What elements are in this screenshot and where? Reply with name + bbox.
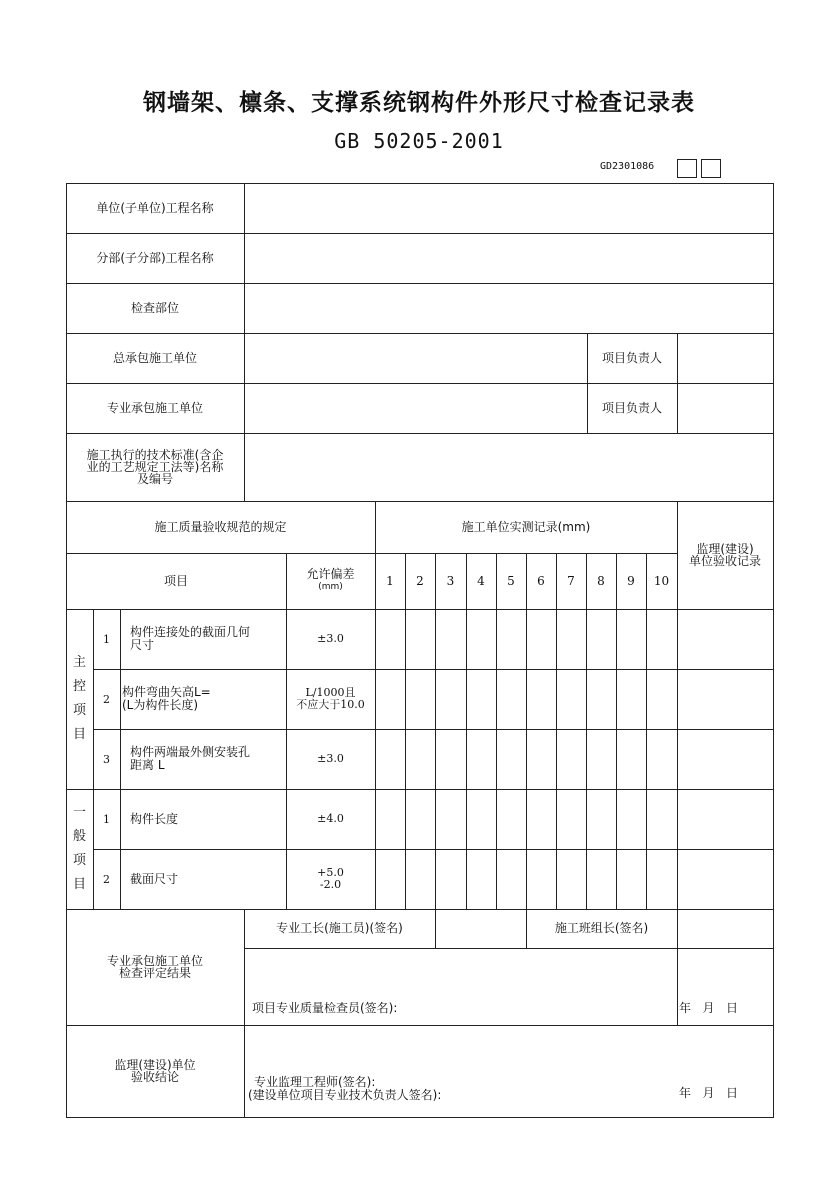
measurement-cell[interactable] xyxy=(526,789,556,849)
measurement-cell[interactable] xyxy=(646,849,677,909)
measurement-cell[interactable] xyxy=(496,669,526,729)
item-tolerance-tol2: -2.0 xyxy=(319,878,342,891)
value-general-contractor-manager[interactable] xyxy=(677,333,773,383)
date-year: 年 xyxy=(679,1086,692,1100)
grid-line-h xyxy=(66,1117,773,1118)
main-group-char: 项 xyxy=(72,703,86,718)
item-description xyxy=(120,849,286,909)
supervision-record-general[interactable] xyxy=(677,789,773,909)
measurement-cell[interactable] xyxy=(526,729,556,789)
team-leader-label: 施工班组长(签名) xyxy=(554,921,649,935)
measure-column-header: 10 xyxy=(653,573,670,588)
general-group-char: 项 xyxy=(72,853,86,868)
item-tolerance-tol1: ±3.0 xyxy=(317,632,344,645)
contractor-date[interactable] xyxy=(679,999,738,1016)
general-group-label xyxy=(66,789,93,909)
measurement-cell[interactable] xyxy=(466,669,496,729)
technical-standard-line2: 业的工艺规定工法等)名称 xyxy=(86,460,224,474)
contractor-result-line2: 检查评定结果 xyxy=(118,966,191,980)
measurement-cell[interactable] xyxy=(556,789,586,849)
measurement-cell[interactable] xyxy=(616,729,646,789)
general-group-char: 目 xyxy=(72,877,86,892)
owner-technical-lead-label: (建设单位项目专业技术负责人签名): xyxy=(248,1088,442,1102)
supervision-record-header xyxy=(677,501,773,609)
measurement-cell[interactable] xyxy=(646,609,677,669)
measurement-cell[interactable] xyxy=(616,849,646,909)
date-month: 月 xyxy=(702,1086,715,1100)
measurement-cell[interactable] xyxy=(496,789,526,849)
item-description-line1: 构件弯曲矢高L= xyxy=(122,685,211,699)
date-month: 月 xyxy=(702,1001,715,1015)
label-unit-project-name: 单位(子单位)工程名称 xyxy=(96,200,214,215)
measurement-cell[interactable] xyxy=(556,609,586,669)
measurement-cell[interactable] xyxy=(556,669,586,729)
label-inspection-location: 检查部位 xyxy=(130,300,179,315)
measurement-cell[interactable] xyxy=(405,729,435,789)
item-tolerance xyxy=(286,729,375,789)
measurement-cell[interactable] xyxy=(375,669,405,729)
measurement-cell[interactable] xyxy=(616,789,646,849)
general-group-char: 一 xyxy=(72,805,86,820)
supervision-conclusion-line1: 监理(建设)单位 xyxy=(114,1058,196,1072)
item-description-line2: (L为构件长度) xyxy=(122,698,199,712)
measurement-cell[interactable] xyxy=(405,789,435,849)
measurement-cell[interactable] xyxy=(466,729,496,789)
label-general-contractor-manager: 项目负责人 xyxy=(601,350,662,365)
measure-header: 施工单位实测记录(mm) xyxy=(461,519,591,534)
measure-column-header: 1 xyxy=(386,573,394,588)
measurement-cell[interactable] xyxy=(526,669,556,729)
measurement-cell[interactable] xyxy=(375,729,405,789)
form-title: 钢墙架、檩条、支撑系统钢构件外形尺寸检查记录表 xyxy=(143,90,695,116)
measurement-cell[interactable] xyxy=(586,609,616,669)
item-number: 1 xyxy=(103,812,110,826)
item-tolerance-tol1: ±3.0 xyxy=(317,752,344,765)
form-code: GD2301086 xyxy=(600,161,655,172)
team-leader-signature[interactable] xyxy=(677,909,773,948)
measurement-cell[interactable] xyxy=(586,669,616,729)
measurement-cell[interactable] xyxy=(556,729,586,789)
measurement-cell[interactable] xyxy=(496,729,526,789)
contractor-result-label xyxy=(66,909,244,1025)
measurement-cell[interactable] xyxy=(496,609,526,669)
measure-column-header: 4 xyxy=(477,573,485,588)
label-general-contractor: 总承包施工单位 xyxy=(112,350,197,365)
foreman-label: 专业工长(施工员)(签名) xyxy=(276,921,403,935)
measurement-cell[interactable] xyxy=(435,609,466,669)
measurement-cell[interactable] xyxy=(405,609,435,669)
supervision-header-line1: 监理(建设) xyxy=(696,542,754,556)
technical-standard-line1: 施工执行的技术标准(含企 xyxy=(86,448,224,462)
item-number: 2 xyxy=(103,872,110,886)
item-description-line2: 尺寸 xyxy=(130,638,155,652)
date-year: 年 xyxy=(679,1001,692,1015)
measurement-cell[interactable] xyxy=(616,609,646,669)
measurement-cell[interactable] xyxy=(466,789,496,849)
technical-standard-line3: 及编号 xyxy=(136,472,173,486)
item-tolerance xyxy=(286,669,375,729)
item-description xyxy=(120,789,286,849)
supervising-engineer-label: 专业监理工程师(签名): xyxy=(254,1075,376,1089)
main-group-char: 目 xyxy=(72,727,86,742)
label-specialty-contractor: 专业承包施工单位 xyxy=(106,400,203,415)
standard-code: GB 50205-2001 xyxy=(334,129,504,153)
measurement-cell[interactable] xyxy=(496,849,526,909)
measure-column-header: 3 xyxy=(446,573,455,588)
item-tolerance-tol1: +5.0 xyxy=(317,866,344,879)
measurement-cell[interactable] xyxy=(405,669,435,729)
measurement-cell[interactable] xyxy=(586,789,616,849)
item-number: 2 xyxy=(103,692,110,706)
item-description xyxy=(120,609,286,669)
value-specialty-contractor[interactable] xyxy=(244,383,587,433)
value-sub-project-name[interactable] xyxy=(244,233,773,283)
item-tolerance xyxy=(286,849,375,909)
value-general-contractor[interactable] xyxy=(244,333,587,383)
general-group-char: 般 xyxy=(72,829,86,844)
label-technical-standard xyxy=(66,433,244,501)
measurement-cell[interactable] xyxy=(435,789,466,849)
item-tolerance xyxy=(286,789,375,849)
measurement-cell[interactable] xyxy=(526,609,556,669)
item-header: 项目 xyxy=(163,573,188,588)
measurement-cell[interactable] xyxy=(375,849,405,909)
measurement-cell[interactable] xyxy=(526,849,556,909)
measurement-cell[interactable] xyxy=(616,669,646,729)
item-number: 3 xyxy=(103,752,110,766)
measure-column-header: 8 xyxy=(597,573,605,588)
measurement-cell[interactable] xyxy=(375,789,405,849)
main-group-char: 控 xyxy=(72,679,86,694)
item-description xyxy=(120,669,286,729)
measurement-cell[interactable] xyxy=(435,729,466,789)
item-tolerance-tol1: ±4.0 xyxy=(317,812,344,825)
item-description-line1: 构件长度 xyxy=(130,811,179,826)
item-tolerance-tol2: 不应大于10.0 xyxy=(296,698,365,711)
item-description-line1: 构件两端最外侧安装孔 xyxy=(130,745,251,759)
value-unit-project-name[interactable] xyxy=(244,183,773,233)
form-code-box-1[interactable] xyxy=(677,159,697,178)
grid-line-v xyxy=(773,183,774,1118)
main-control-group-label xyxy=(66,609,93,789)
contractor-result-line1: 专业承包施工单位 xyxy=(106,954,203,968)
measure-column-header: 7 xyxy=(567,573,575,588)
value-inspection-location[interactable] xyxy=(244,283,773,333)
item-number: 1 xyxy=(103,632,110,646)
measurement-cell[interactable] xyxy=(435,669,466,729)
measurement-cell[interactable] xyxy=(586,849,616,909)
item-description-line1: 截面尺寸 xyxy=(130,871,179,886)
spec-header: 施工质量验收规范的规定 xyxy=(154,519,287,534)
measurement-cell[interactable] xyxy=(646,729,677,789)
date-day: 日 xyxy=(725,1001,738,1015)
measurement-cell[interactable] xyxy=(466,609,496,669)
foreman-signature[interactable] xyxy=(435,909,526,948)
measurement-cell[interactable] xyxy=(435,849,466,909)
measure-column-header: 9 xyxy=(627,573,635,588)
measurement-cell[interactable] xyxy=(466,849,496,909)
item-description xyxy=(120,729,286,789)
supervision-record-main[interactable] xyxy=(677,609,773,789)
tolerance-header-label: 允许偏差 xyxy=(306,567,355,581)
measurement-cell[interactable] xyxy=(646,789,677,849)
label-specialty-contractor-manager: 项目负责人 xyxy=(601,400,662,415)
measure-column-header: 5 xyxy=(507,573,515,588)
value-specialty-contractor-manager[interactable] xyxy=(677,383,773,433)
measurement-cell[interactable] xyxy=(586,729,616,789)
measure-column-header: 2 xyxy=(416,573,424,588)
tolerance-header-unit: (mm) xyxy=(318,582,343,592)
measurement-cell[interactable] xyxy=(375,609,405,669)
item-tolerance-tol1: L/1000且 xyxy=(305,686,356,699)
date-day: 日 xyxy=(725,1086,738,1100)
measure-column-header: 6 xyxy=(537,573,545,588)
measurement-cell[interactable] xyxy=(646,669,677,729)
supervision-conclusion-line2: 验收结论 xyxy=(130,1070,179,1084)
item-description-line2: 距离 L xyxy=(130,758,165,772)
item-description-line1: 构件连接处的截面几何 xyxy=(130,625,251,639)
label-sub-project-name: 分部(子分部)工程名称 xyxy=(96,250,214,265)
tolerance-header xyxy=(286,553,375,609)
main-group-char: 主 xyxy=(72,655,86,670)
grid-line-h xyxy=(244,948,773,949)
form-code-box-2[interactable] xyxy=(701,159,721,178)
value-technical-standard[interactable] xyxy=(244,433,773,501)
measurement-cell[interactable] xyxy=(405,849,435,909)
quality-inspector-label: 项目专业质量检查员(签名): xyxy=(252,1001,398,1015)
supervision-date[interactable] xyxy=(679,1084,738,1101)
supervision-header-line2: 单位验收记录 xyxy=(688,554,761,568)
item-tolerance xyxy=(286,609,375,669)
measurement-cell[interactable] xyxy=(556,849,586,909)
supervision-conclusion-label xyxy=(66,1025,244,1117)
